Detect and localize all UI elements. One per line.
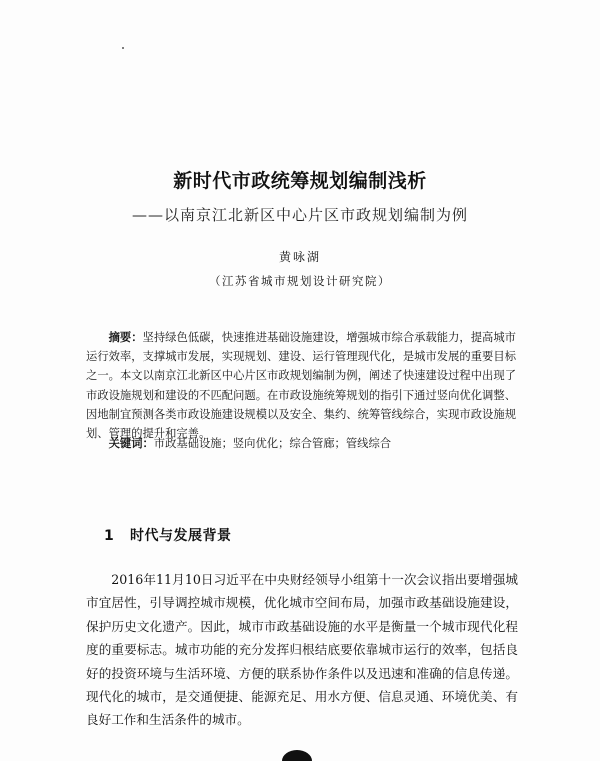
section-paragraph: 2016年11月10日习近平在中央财经领导小组第十一次会议指出要增强城市宜居性，引导调控城市规模，优化城市空间布局，加强市政基础设施建设，保护历史文化遗产。因此，城市市政基础设施的水平是衡量一个城市现代化程度的重要标志。城市功能的充分发挥归根结底要依靠城市运行的效率，包括良好的投资环境与生活环境、方便的联系协作条件以及迅速和准确的信息传递。现代化的城市，是交通便捷、能源充足、用水方便、信息灵通、环境优美、有良好工作和生活条件的城市。 [86,572,518,728]
keywords-block [86,434,516,453]
keywords-text: 市政基础设施；竖向优化；综合管廊；管线综合 [153,437,392,450]
abstract-label: 摘要： [108,331,143,344]
abstract-text: 坚持绿色低碳，快速推进基础设施建设，增强城市综合承载能力，提高城市运行效率，支撑城市发展，实现规划、建设、运行管理现代化，是城市发展的重要目标之一。本文以南京江北新区中心片区市政规划编制为例，阐述了快速建设过程中出现了市政设施规划和建设的不匹配问题。在市政设施统筹规划的指引下通过竖向优化调整、因地制宜预测各类市政设施建设规模以及安全、集约、统筹管线综合，实现市政设施规划、管理的提升和完善。 [86,331,516,441]
abstract-block [86,328,516,443]
article-title: 新时代市政统筹规划编制浅析 [173,170,427,192]
section-heading [104,525,232,545]
keywords-label: 关键词： [108,437,154,450]
author-name: 黄咏湖 [278,250,321,264]
section-number: 1 [104,528,115,544]
article-subtitle: ——以南京江北新区中心片区市政规划编制为例 [131,206,468,224]
author-affiliation: （江苏省城市规划设计研究院） [209,274,391,288]
section-title: 时代与发展背景 [130,528,232,544]
scan-speck [122,47,124,49]
page-corner-mark [282,750,312,761]
